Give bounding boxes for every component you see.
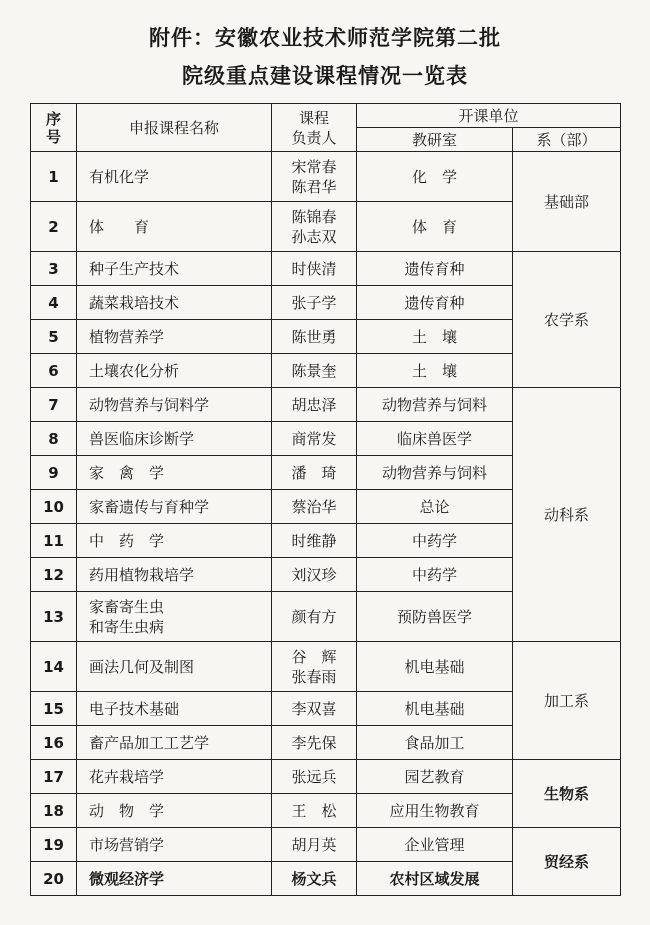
teaching-office: 动物营养与饲料 bbox=[357, 456, 513, 490]
doc-title-line2: 院级重点建设课程情况一览表 bbox=[182, 64, 468, 88]
teaching-office: 化 学 bbox=[357, 152, 513, 202]
row-number: 4 bbox=[31, 286, 77, 320]
row-number: 13 bbox=[31, 592, 77, 642]
course-name: 家 禽 学 bbox=[77, 456, 272, 490]
table-row bbox=[31, 642, 621, 692]
course-name: 畜产品加工工艺学 bbox=[77, 726, 272, 760]
course-name: 微观经济学 bbox=[77, 862, 272, 896]
course-owner: 胡月英 bbox=[272, 828, 357, 862]
course-name: 兽医临床诊断学 bbox=[77, 422, 272, 456]
header-course: 申报课程名称 bbox=[77, 104, 272, 152]
teaching-office: 遗传育种 bbox=[357, 286, 513, 320]
row-number: 11 bbox=[31, 524, 77, 558]
course-owner: 陈锦春 孙志双 bbox=[272, 202, 357, 252]
row-number: 7 bbox=[31, 388, 77, 422]
teaching-office: 遗传育种 bbox=[357, 252, 513, 286]
teaching-office: 中药学 bbox=[357, 558, 513, 592]
course-owner: 时维静 bbox=[272, 524, 357, 558]
course-owner: 蔡治华 bbox=[272, 490, 357, 524]
course-name: 画法几何及制图 bbox=[77, 642, 272, 692]
teaching-office: 中药学 bbox=[357, 524, 513, 558]
course-name: 药用植物栽培学 bbox=[77, 558, 272, 592]
header-owner: 课程 负责人 bbox=[272, 104, 357, 152]
department-jiagong: 加工系 bbox=[513, 642, 621, 760]
course-owner: 商常发 bbox=[272, 422, 357, 456]
teaching-office: 预防兽医学 bbox=[357, 592, 513, 642]
row-number: 6 bbox=[31, 354, 77, 388]
row-number: 15 bbox=[31, 692, 77, 726]
table-row bbox=[31, 252, 621, 286]
course-owner: 时侠清 bbox=[272, 252, 357, 286]
teaching-office: 土 壤 bbox=[357, 354, 513, 388]
row-number: 17 bbox=[31, 760, 77, 794]
course-name: 植物营养学 bbox=[77, 320, 272, 354]
header-office: 教研室 bbox=[357, 128, 513, 152]
department-jichu: 基础部 bbox=[513, 152, 621, 252]
course-owner: 颜有方 bbox=[272, 592, 357, 642]
row-number: 12 bbox=[31, 558, 77, 592]
course-owner: 王 松 bbox=[272, 794, 357, 828]
department-dongke: 动科系 bbox=[513, 388, 621, 642]
teaching-office: 体 育 bbox=[357, 202, 513, 252]
header-seq: 序 号 bbox=[31, 104, 77, 152]
doc-title-line1: 附件：安徽农业技术师范学院第二批 bbox=[149, 26, 501, 50]
teaching-office: 机电基础 bbox=[357, 692, 513, 726]
course-name: 动 物 学 bbox=[77, 794, 272, 828]
row-number: 2 bbox=[31, 202, 77, 252]
course-owner: 潘 琦 bbox=[272, 456, 357, 490]
course-owner: 陈景奎 bbox=[272, 354, 357, 388]
course-owner: 张远兵 bbox=[272, 760, 357, 794]
course-owner: 李先保 bbox=[272, 726, 357, 760]
row-number: 19 bbox=[31, 828, 77, 862]
table-row bbox=[31, 760, 621, 794]
course-name: 花卉栽培学 bbox=[77, 760, 272, 794]
teaching-office: 食品加工 bbox=[357, 726, 513, 760]
course-owner: 胡忠泽 bbox=[272, 388, 357, 422]
course-name: 有机化学 bbox=[77, 152, 272, 202]
course-name: 市场营销学 bbox=[77, 828, 272, 862]
teaching-office: 农村区域发展 bbox=[357, 862, 513, 896]
course-name: 家畜寄生虫 和寄生虫病 bbox=[77, 592, 272, 642]
course-owner: 陈世勇 bbox=[272, 320, 357, 354]
course-name: 体 育 bbox=[77, 202, 272, 252]
course-owner: 李双喜 bbox=[272, 692, 357, 726]
row-number: 20 bbox=[31, 862, 77, 896]
teaching-office: 企业管理 bbox=[357, 828, 513, 862]
row-number: 14 bbox=[31, 642, 77, 692]
course-name: 家畜遗传与育种学 bbox=[77, 490, 272, 524]
course-name: 土壤农化分析 bbox=[77, 354, 272, 388]
row-number: 18 bbox=[31, 794, 77, 828]
row-number: 1 bbox=[31, 152, 77, 202]
table-row bbox=[31, 828, 621, 862]
row-number: 10 bbox=[31, 490, 77, 524]
header-unit: 开课单位 bbox=[357, 104, 621, 128]
course-owner: 谷 辉 张春雨 bbox=[272, 642, 357, 692]
course-owner: 刘汉珍 bbox=[272, 558, 357, 592]
row-number: 16 bbox=[31, 726, 77, 760]
row-number: 3 bbox=[31, 252, 77, 286]
row-number: 5 bbox=[31, 320, 77, 354]
department-maojing: 贸经系 bbox=[513, 828, 621, 896]
teaching-office: 园艺教育 bbox=[357, 760, 513, 794]
course-name: 动物营养与饲料学 bbox=[77, 388, 272, 422]
department-shengwu: 生物系 bbox=[513, 760, 621, 828]
course-owner: 杨文兵 bbox=[272, 862, 357, 896]
course-name: 蔬菜栽培技术 bbox=[77, 286, 272, 320]
table-row bbox=[31, 388, 621, 422]
table-row bbox=[31, 152, 621, 202]
header-dept: 系（部） bbox=[513, 128, 621, 152]
teaching-office: 动物营养与饲料 bbox=[357, 388, 513, 422]
department-nongxue: 农学系 bbox=[513, 252, 621, 388]
teaching-office: 机电基础 bbox=[357, 642, 513, 692]
teaching-office: 土 壤 bbox=[357, 320, 513, 354]
course-owner: 张子学 bbox=[272, 286, 357, 320]
course-name: 电子技术基础 bbox=[77, 692, 272, 726]
teaching-office: 总论 bbox=[357, 490, 513, 524]
row-number: 9 bbox=[31, 456, 77, 490]
course-owner: 宋常春 陈君华 bbox=[272, 152, 357, 202]
course-name: 种子生产技术 bbox=[77, 252, 272, 286]
course-table bbox=[30, 103, 621, 896]
row-number: 8 bbox=[31, 422, 77, 456]
teaching-office: 临床兽医学 bbox=[357, 422, 513, 456]
course-name: 中 药 学 bbox=[77, 524, 272, 558]
teaching-office: 应用生物教育 bbox=[357, 794, 513, 828]
